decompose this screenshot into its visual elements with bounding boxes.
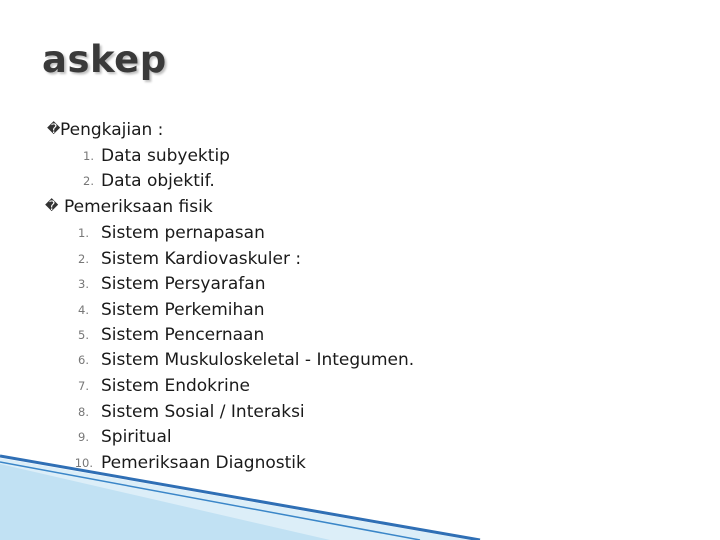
heading-pemeriksaan: Pemeriksaan fisik <box>64 197 213 217</box>
slide-title: askep <box>42 38 167 81</box>
list-item: Data subyektip <box>101 146 230 166</box>
list-item: Sistem Kardiovaskuler : <box>101 249 302 269</box>
list-number: 1. <box>83 149 94 163</box>
list-number: 4. <box>78 303 89 317</box>
list-number: 8. <box>78 405 89 419</box>
list-number: 2. <box>78 252 89 266</box>
list-number: 3. <box>78 277 89 291</box>
list-item: Sistem Muskuloskeletal - Integumen. <box>101 350 415 370</box>
list-item: Data objektif. <box>101 171 215 191</box>
list-item: Sistem pernapasan <box>101 223 265 243</box>
list-item: Sistem Persyarafan <box>101 274 266 294</box>
heading-pengkajian: Pengkajian : <box>60 120 164 140</box>
list-item: Sistem Pencernaan <box>101 325 265 345</box>
list-number: 7. <box>78 379 89 393</box>
list-item: Sistem Endokrine <box>101 376 250 396</box>
list-item: Pemeriksaan Diagnostik <box>101 453 306 473</box>
list-item: Sistem Sosial / Interaksi <box>101 402 305 422</box>
list-item: Sistem Perkemihan <box>101 300 265 320</box>
bullet-pengkajian: � <box>47 122 61 137</box>
list-number: 5. <box>78 328 89 342</box>
list-number: 2. <box>83 174 94 188</box>
list-item: Spiritual <box>101 427 172 447</box>
list-number: 9. <box>78 430 89 444</box>
list-number: 1. <box>78 226 89 240</box>
list-number: 6. <box>78 353 89 367</box>
list-number: 10. <box>74 456 93 470</box>
bullet-pemeriksaan: � <box>45 199 59 214</box>
